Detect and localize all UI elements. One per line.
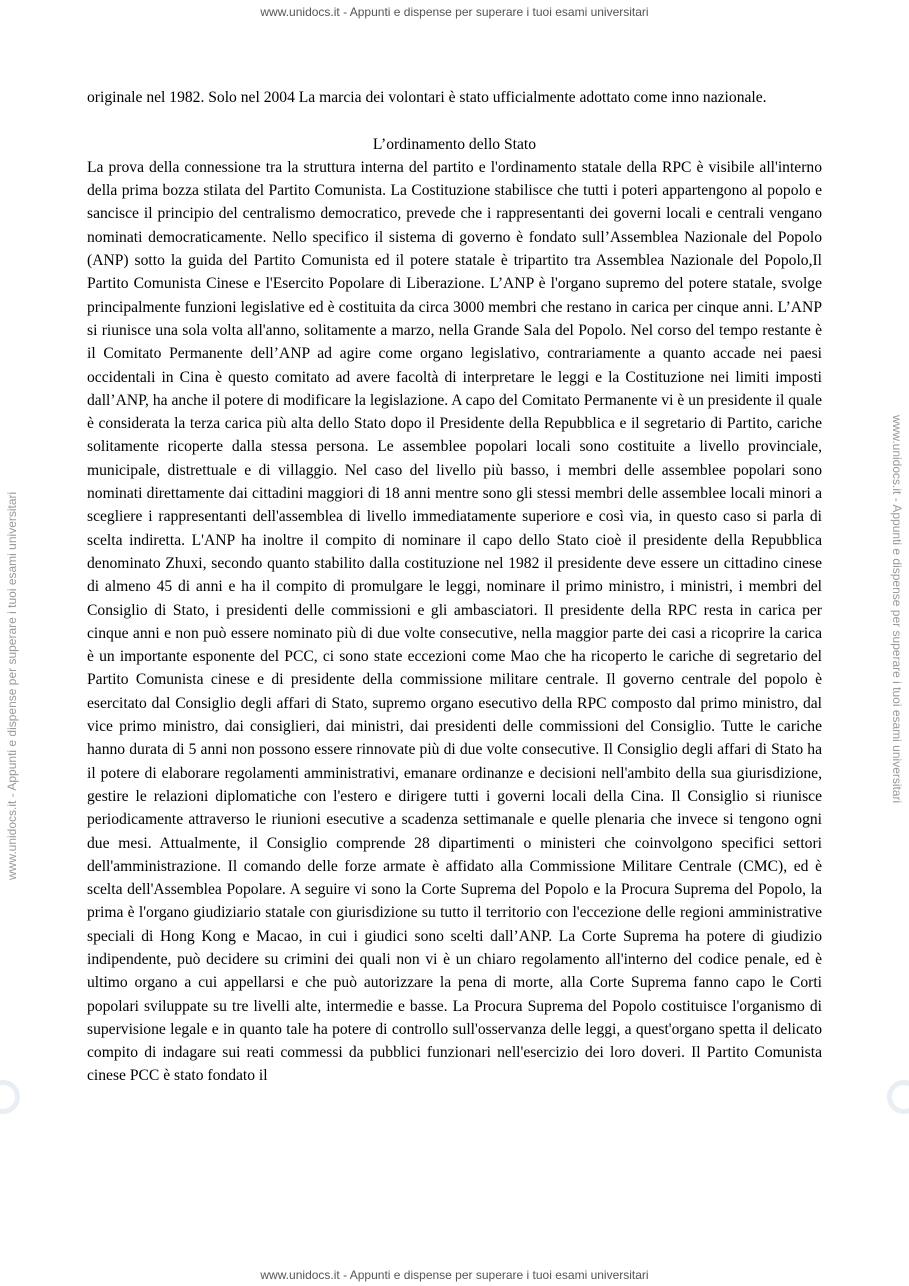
footer-watermark-banner: www.unidocs.it - Appunti e dispense per superare i tuoi esami universitari	[260, 1268, 649, 1282]
intro-paragraph: originale nel 1982. Solo nel 2004 La marcia dei volontari è stato ufficialmente adottato come inno nazionale.	[87, 89, 767, 106]
left-side-watermark: www.unidocs.it - Appunti e dispense per superare i tuoi esami universitari	[5, 491, 19, 880]
header-watermark-banner: www.unidocs.it - Appunti e dispense per superare i tuoi esami universitari	[260, 5, 649, 19]
document-body	[87, 86, 822, 1088]
watermark-logo-icon	[887, 1080, 909, 1114]
body-paragraph: La prova della connessione tra la struttura interna del partito e l'ordinamento statale della RPC è visibile all'interno della prima bozza stilata del Partito Comunista. La Costituzione stabilisce che tutti i poteri appartengono al popolo e sancisce il principio del centralismo democratico, prevede che i rappresentanti dei governi locali e centrali vengano nominati democraticamente. Nello specifico il sistema di governo è fondato sull’Assemblea Nazionale del Popolo (ANP) sotto la guida del Partito Comunista ed il potere statale è tripartito tra Assemblea Nazionale del Popolo,Il Partito Comunista Cinese e l'Esercito Popolare di Liberazione. L’ANP è l'organo supremo del potere statale, svolge principalmente funzioni legislative ed è costituita da circa 3000 membri che restano in carica per cinque anni. L’ANP si riunisce una sola volta all'anno, solitamente a marzo, nella Grande Sala del Popolo. Nel corso del tempo restante è il Comitato Permanente dell’ANP ad agire come organo legislativo, contrariamente a quanto accade nei paesi occidentali in Cina è questo comitato ad avere facoltà di interpretare le leggi e la Costituzione nei limiti imposti dall’ANP, ha anche il potere di modificare la legislazione. A capo del Comitato Permanente vi è un presidente il quale è considerata la terza carica più alta dello Stato dopo il Presidente della Repubblica e il segretario di Partito, cariche solitamente ricoperte dalla stessa persona. Le assemblee popolari locali sono costituite a livello provinciale, municipale, distrettuale e di villaggio. Nel caso del livello più basso, i membri delle assemblee popolari sono nominati direttamente dai cittadini maggiori di 18 anni mentre sono gli stessi membri delle assemblee locali minori a scegliere i rappresentanti dell'assemblea di livello immediatamente superiore e così via, in questo caso si parla di scelta indiretta. L'ANP ha inoltre il compito di nominare il capo dello Stato cioè il presidente della Repubblica denominato Zhuxi, secondo quanto stabilito dalla costituzione nel 1982 il presidente deve essere un cittadino cinese di almeno 45 di anni e ha il compito di promulgare le leggi, nominare il primo ministro, i ministri, i membri del Consiglio di Stato, i presidenti delle commissioni e gli ambasciatori. Il presidente della RPC resta in carica per cinque anni e non può essere nominato più di due volte consecutive, nella maggior parte dei casi a ricoprire la carica è un importante esponente del PCC, ci sono state eccezioni come Mao che ha ricoperto le cariche di segretario del Partito Comunista cinese e di presidente della commissione militare centrale. Il governo centrale del popolo è esercitato dal Consiglio degli affari di Stato, supremo organo esecutivo della RPC composto dal primo ministro, dal vice primo ministro, dai consiglieri, dai ministri, dai presidenti delle commissioni del Consiglio. Tutte le cariche hanno durata di 5 anni non possono essere rinnovate più di due volte consecutive. Il Consiglio degli affari di Stato ha il potere di elaborare regolamenti amministrativi, emanare ordinanze e decisioni nell'ambito della sua giurisdizione, gestire le relazioni diplomatiche con l'estero e dirigere tutti i governi locali della Cina. Il Consiglio si riunisce periodicamente attraverso le riunioni esecutive a scadenza settimanale e quelle plenaria che invece si tengono ogni due mesi. Attualmente, il Consiglio comprende 28 dipartimenti o ministeri che coinvolgono specifici settori dell'amministrazione. Il comando delle forze armate è affidato alla Commissione Militare Centrale (CMC), ed è scelta dell'Assemblea Popolare. A seguire vi sono la Corte Suprema del Popolo e la Procura Suprema del Popolo, la prima è l'organo giudiziario statale con giurisdizione su tutto il territorio con l'eccezione delle regioni amministrative speciali di Hong Kong e Macao, in cui i giudici sono scelti dall’ANP. La Corte Suprema ha potere di giudizio indipendente, può decidere su crimini dei quali non vi è un chiaro regolamento all'interno del codice penale, ed è ultimo organo a cui appellarsi e che può autorizzare la pena di morte, alla Corte Suprema fanno capo le Corti popolari sviluppate su tre livelli alte, intermedie e basse. La Procura Suprema del Popolo costituisce l'organismo di supervisione legale e in quanto tale ha potere di controllo sull'osservanza delle leggi, a quest'organo spetta il delicato compito di indagare sui reati commessi da pubblici funzionari nell'esercizio dei loro doveri. Il Partito Comunista cinese PCC è stato fondato il	[87, 158, 822, 1085]
watermark-logo-icon	[0, 1080, 20, 1114]
section-heading: L’ordinamento dello Stato	[372, 135, 537, 153]
right-side-watermark: www.unidocs.it - Appunti e dispense per superare i tuoi esami universitari	[890, 415, 904, 804]
